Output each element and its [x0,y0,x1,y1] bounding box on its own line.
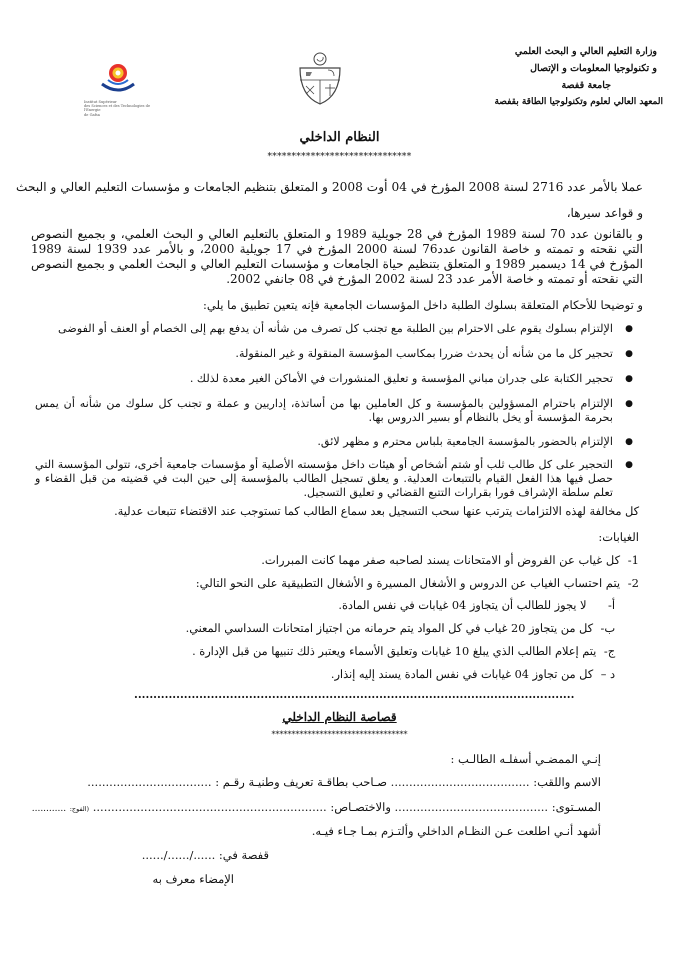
institute-logo [84,62,154,122]
date-field[interactable]: ....../....../...... [141,848,216,862]
subrule-text: كل من يتجاوز 20 غياب في كل المواد يتم حرمانه من اجتياز امتحانات السداسي المعني. [185,622,593,635]
absence-subrule-d [35,668,615,681]
name-field[interactable]: ...................................... [390,775,530,789]
slip-title: قصاصة النظام الداخلي [282,710,397,724]
subrule-text: كل من تجاوز 04 غيابات في نفس المادة يسند إليه إنذار. [330,668,594,681]
slip-level-line [32,800,601,814]
subrule-letter: د – [600,668,615,681]
preamble-intro: و توضيحا للأحكام المتعلقة بسلوك الطلبة داخل المؤسسات الجامعية فإنه يتعين تطبيق ما يلي: [203,298,643,312]
institute-line: المعهد العالي لعلوم وتكنولوجيا الطاقة بقفصة [494,97,663,107]
rule-item: ● الإلتزام باحترام المسؤولين بالمؤسسة و كل العاملين بها من أساتذة، إداريين و عملة و تجنب كل سلوك من شأنه أن يمس بحرمة المؤسسة أو يخل بالنظام أو بسير الدروس بها. [35,397,635,425]
logo-caption-line: Institut Supérieur [84,100,117,104]
id-field[interactable]: .................................. [87,775,212,789]
absence-subrule-b [35,622,615,635]
absence-rule-1 [39,553,639,567]
preamble-decree-continued: و قواعد سيرها، [566,206,643,220]
rules-list [35,322,635,508]
title-underline: ****************************** [267,152,412,162]
rule-item: ● تحجير الكتابة على جدران مباني المؤسسة و تعليق المنشورات في الأماكن الغير معدة لذلك . [35,372,635,386]
absences-heading: الغيابات: [598,530,639,544]
cut-line-separator: ................................................................................................................... [134,688,575,701]
page-title: النظام الداخلي [299,130,380,145]
subrule-letter: ج- [603,645,615,658]
violation-note: كل مخالفة لهذه الالتزامات يترتب عنها سحب التسجيل بعد سماع الطالب كما تستوجب عند الاقتضاء تتبعات عدلية. [114,505,639,518]
slip-declaration: أشهد أنـي اطلعت عـن النظـام الداخلي وألتـزم بمـا جـاء فيـه. [311,824,601,838]
rule-item: ● الإلتزام بالحضور بالمؤسسة الجامعية بلباس محترم و مظهر لائق. [35,435,635,449]
absence-subrule-a [35,599,615,612]
slip-title-underline: ********************************** [271,730,408,739]
specialty-label: والاختصـاص: [330,800,391,814]
absence-rule-number: 1- [627,553,639,567]
absence-rule-2 [39,576,639,590]
logo-caption-line: des Sciences et des Technologies de l'Energie [84,104,151,113]
absence-rule-number: 2- [627,576,639,590]
logo-caption-line: de Gafsa [84,112,100,117]
slip-place-date [142,848,269,862]
group-field[interactable]: ............ [31,804,67,814]
slip-undersigned: إنـي الممضـي أسفلـه الطالـب : [450,752,601,766]
ministry-header [437,46,663,107]
id-label: صـاحب بطاقـة تعريف وطنيـة رقـم : [215,775,388,789]
university-line: جامعة قفصة [561,80,611,91]
rule-item: ● تحجير كل ما من شأنه أن يحدث ضررا بمكاسب المؤسسة المنقولة و غير المنقولة. [35,347,635,361]
subrule-letter: ب- [600,622,615,635]
subrule-text: يتم إعلام الطالب الذي يبلغ 10 غيابات وتعليق الأسماء ويعتبر ذلك تنبيها من قبل الإدارة . [192,645,597,658]
level-label: المسـتوى: [551,800,601,814]
absence-subrule-c [35,645,615,658]
place-label: قفصة في: [218,848,269,862]
subrule-letter: أ- [608,599,615,612]
tunisia-coat-of-arms [292,52,348,106]
level-field[interactable]: .......................................... [394,800,549,814]
ministry-line: وزارة التعليم العالي و البحث العلمي [514,46,657,57]
subrule-text: لا يجوز للطالب أن يتجاوز 04 غيابات في نفس المادة. [338,599,587,612]
slip-name-line [87,775,601,789]
preamble-decree: عملا بالأمر عدد 2716 لسنة 2008 المؤرخ في 04 أوت 2008 و المتعلق بتنظيم الجامعات و مؤسسات التعليم العالي و البحث [16,180,643,194]
name-label: الاسم واللقب: [533,775,601,789]
group-label: (الفوج: [69,805,90,813]
ministry-line: و تكنولوجيا المعلومات و الإتصال [530,63,657,74]
slip-signature: الإمضاء معرف به [152,872,234,886]
preamble-laws: و بالقانون عدد 70 لسنة 1989 المؤرخ في 28 جويلية 1989 و المتعلق بالتعليم العالي و البحث العلمي، و بجميع النصوص التي نقحته و تممته و خاصة القانون عدد76 لسنة 2000 المؤرخ في 17 جويلية 2000، و بالأمر عدد 1939 لسنة 1989 المؤرخ في 14 ديسمبر 1989 و المتعلق بتنظيم حياة الجامعات و مؤسسات التعليم العالي و البحث العلمي و بجميع النصوص التي نقحته أو تممته و خاصة الأمر عدد 23 لسنة 2002 المؤرخ في 08 جانفي 2002. [31,227,644,286]
absence-rule-text: يتم احتساب الغياب عن الدروس و الأشغال المسيرة و الأشغال التطبيقية على النحو التالي: [195,576,621,590]
rule-item: ● التحجير على كل طالب ثلب أو شتم أشخاص أو هيئات داخل مؤسسته الأصلية أو مؤسسات جامعية أخرى، تتولى المؤسسة التي حصل فيها هذا الفعل القيام بالتتبعات العدلية. و يعلق تسجيل الطالب بالمؤسسة إلى حين البت في قضيته من قبل القضاء و تعلم سلطة الإشراف فورا بقرارات التتبع القضائي و تعليق التسجيل. [35,458,635,500]
specialty-field[interactable]: ................................................................ [92,800,327,814]
rule-item: ● الإلتزام بسلوك يقوم على الاحترام بين الطلبة مع تجنب كل تصرف من شأنه أن يدفع بهم إلى الخصام أو العنف أو الفوضى [35,322,635,336]
absence-rule-text: كل غياب عن الفروض أو الامتحانات يسند لصاحبه صفر مهما كانت المبررات. [261,553,621,567]
